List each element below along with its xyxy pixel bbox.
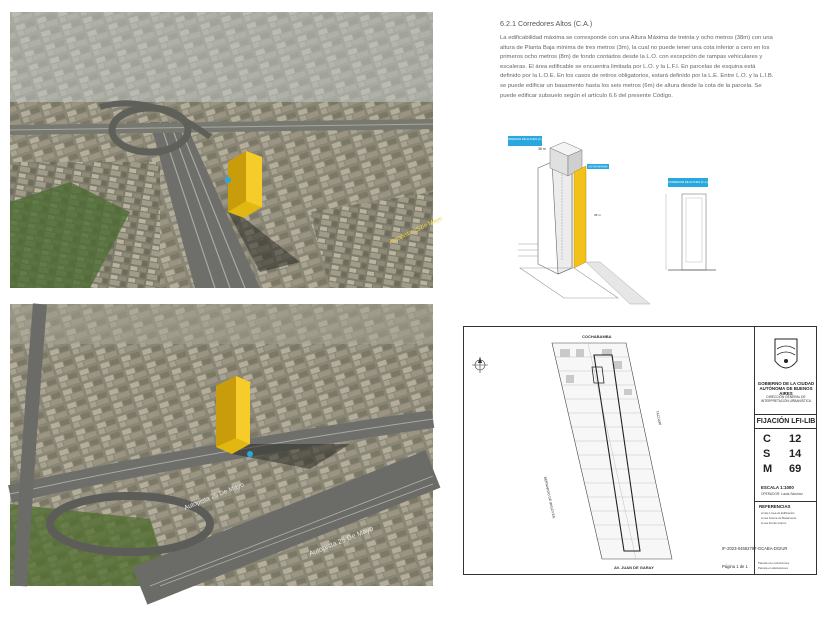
street-left: BERNARDO DE IRIGOYEN — [543, 476, 556, 519]
plan-page-number: Página 1 de 1 — [722, 564, 748, 569]
references-title: REFERENCIAS — [755, 501, 817, 511]
gov-subtitle: DIRECCIÓN GENERAL DE INTERPRETACIÓN URBANÍSTICA — [760, 395, 812, 403]
scale-label: ESCALA 1:1000 — [761, 485, 794, 490]
m-label: M — [763, 463, 773, 475]
foot-ref-a: Parcela con restricciones — [758, 561, 790, 565]
ref-item: Línea Interna de Basamento — [761, 516, 797, 520]
foot-ref-b: Parcela en afectaciones — [758, 566, 788, 570]
c-value: 12 — [789, 433, 802, 445]
diagram-height-label: 38 m — [538, 147, 546, 151]
diagram-dim-label: 38 m — [594, 213, 601, 217]
circunscripcion-row — [763, 433, 815, 445]
plan-document-id: IF-2023-04592797-GCABA-DGIUR — [722, 546, 788, 551]
zoning-diagram — [490, 128, 720, 308]
ref-item: Línea Frente Interno — [761, 521, 787, 525]
photo1-road-label: Autopista 25 de Mayo — [388, 215, 444, 246]
section-body: La edificabilidad máxima se corresponde con una Altura Máxima de treinta y ocho metros (38m) con una altura de Planta Baja mínima de tres metros (3m), la cual no puede tener una cota inferior a cero en los primeros ocho metros (8m) de fondo contados desde la L.O. con excepción de rampas vehiculares y escaleras. El área edificable se encuentra limitada por L.O. y la L.F.I. En parcelas de esquina está definido por la L.O.E. En los casos de retiros obligatorios, estará definido por la L.E. Entre L.O. y la L.I.B. se puede edificar un basamento hasta los seis metros (6m) de altura desde la cota de la parcela. Se puede edificar subsuelo según el artículo 6.6 del presente Código. — [500, 35, 774, 99]
ref-item: Límite Línea de Edificación — [761, 511, 795, 515]
city-shield-logo — [755, 331, 817, 381]
diagram-yellow-tag: ALTURA MÁXIMA — [588, 165, 608, 169]
plan-title-block — [754, 327, 817, 574]
diagram-label-left: CORREDOR DE ALTURA (C.A.) — [504, 137, 546, 141]
manzana-row — [763, 463, 815, 475]
operator-label: OPERADOR: Lucas Sánchez — [761, 492, 803, 496]
aerial-photo-top — [10, 12, 444, 288]
street-bottom: AV. JUAN DE GARAY — [614, 565, 654, 570]
street-top: COCHABAMBA — [582, 334, 612, 339]
diagram-label-right: CORREDOR DE ALTURA (C.A.) — [667, 180, 709, 184]
photo2-road-label-b: Autopista 25 De Mayo — [308, 525, 375, 558]
c-label: C — [763, 433, 771, 445]
s-value: 14 — [789, 448, 802, 460]
aerial-photo-bottom — [10, 304, 433, 586]
gov-title: GOBIERNO DE LA CIUDAD AUTÓNOMA DE BUENOS AIRES — [757, 381, 815, 396]
seccion-row — [763, 448, 815, 460]
m-value: 69 — [789, 463, 802, 475]
s-label: S — [763, 448, 771, 460]
street-right: TACUARÍ — [655, 410, 662, 426]
section-title: 6.2.1 Corredores Altos (C.A.) — [500, 19, 593, 28]
photo2-road-label-a: Autopista 25 De Mayo — [183, 481, 246, 512]
fijacion-title: FIJACIÓN LFI-LIB — [755, 414, 817, 429]
cadastral-plan — [463, 326, 817, 575]
